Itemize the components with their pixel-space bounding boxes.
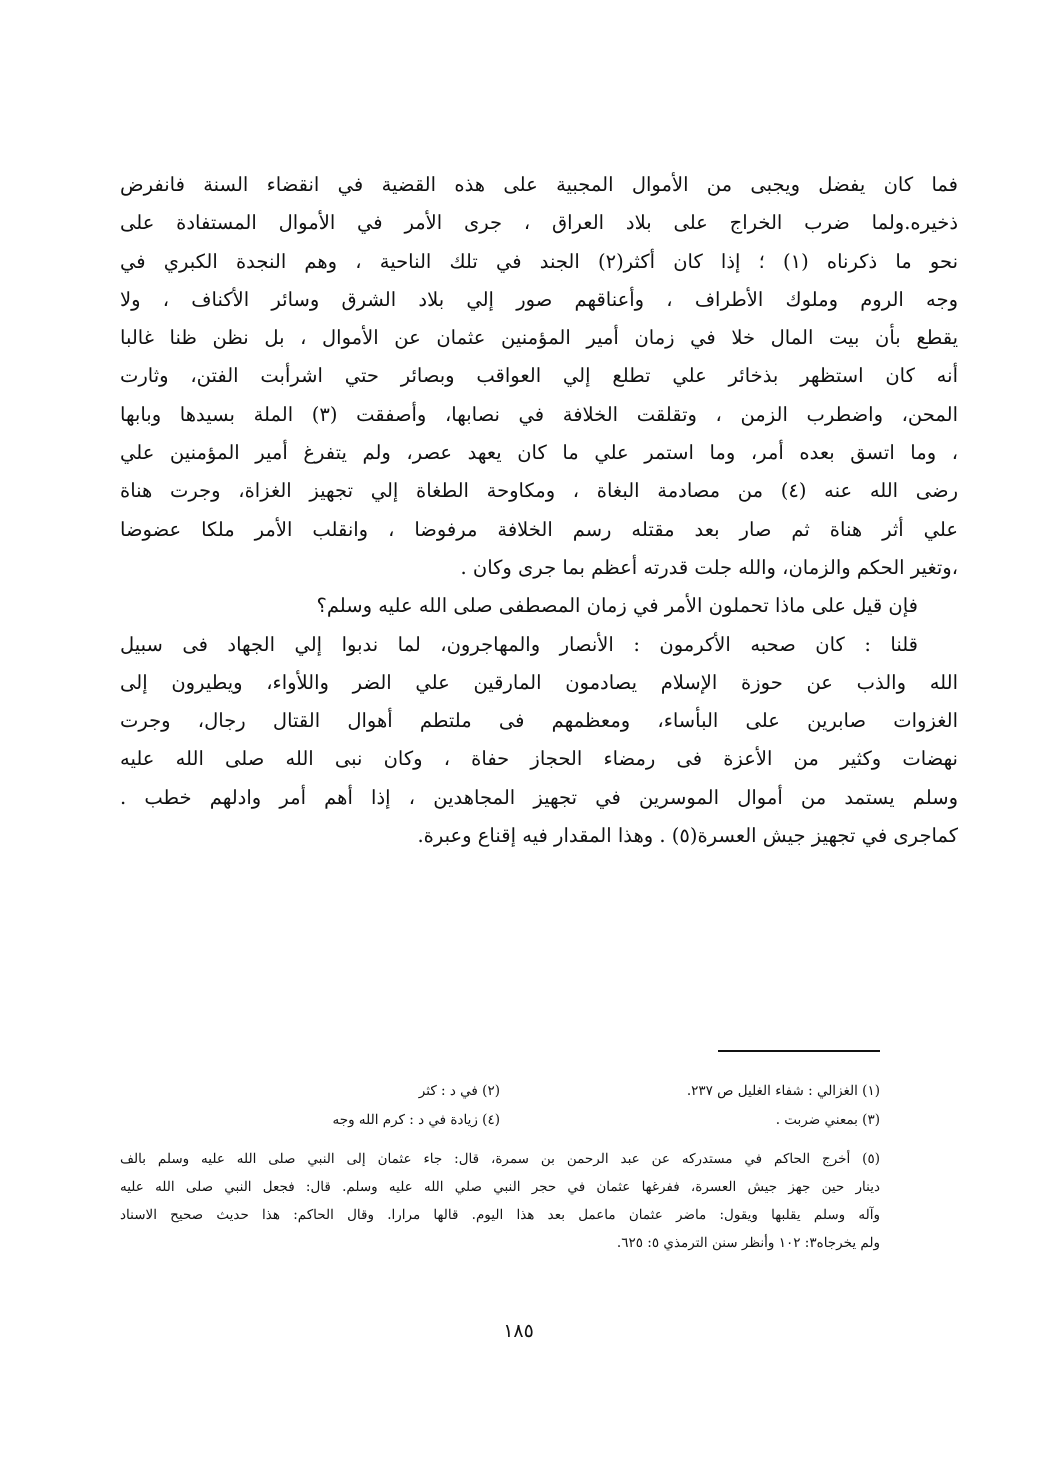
text-line: وجه الروم وملوك الأطراف ، وأعناقهم صور إلي بلاد الشرق وسائر الأكناف ، ولا <box>120 287 958 311</box>
text-line: فما كان يفضل ويجبى من الأموال المجبية على هذه القضية في انقضاء السنة فانفرض <box>120 173 958 196</box>
text-line: الغزوات صابرين على البأساء، ومعظمهم فى ملتطم أهوال القتال رجال، وجرت <box>120 709 958 733</box>
text-line: يقطع بأن بيت المال خلا في زمان أمير المؤمنين عثمان عن الأموال ، بل نظن ظنا غالبا <box>120 326 958 350</box>
text-line: ذخيره.ولما ضرب الخراج على بلاد العراق ، جرى الأمر في الأموال المستفادة على <box>120 211 958 235</box>
footnote-4: (٤) زيادة في د : كرم الله وجه <box>332 1112 500 1128</box>
text-line: ، وما اتسق بعده أمر، وما استمر علي ما كان يعهد عصر، ولم يتفرغ أمير المؤمنين علي <box>120 441 958 465</box>
footnote-2: (٢) في د : كثر <box>418 1083 500 1099</box>
text-line: نحو ما ذكرناه (١) ؛ إذا كان أكثر(٢) الجند في تلك الناحية ، وهم النجدة الكبري في <box>120 249 958 273</box>
footnote-line: ولم يخرجاه٣: ١٠٢ وأنظر سنن الترمذي ٥: ٦٢٥. <box>616 1235 880 1251</box>
text-line: فإن قيل على ماذا تحملون الأمر في زمان المصطفى صلى الله عليه وسلم؟ <box>316 594 918 618</box>
footnote-5 <box>120 1145 880 1257</box>
footnote-line: دينار حين جهز جيش العسرة، ففرغها عثمان في حجر النبي صلي الله عليه وسلم. قال: فجعل النبي صلى الله عليه <box>120 1179 880 1195</box>
text-line: قلنا : كان صحبه الأكرمون : الأنصار والمهاجرون، لما ندبوا إلي الجهاد فى سبيل <box>120 632 918 656</box>
text-line: نهضات وكثير من الأعزة فى رمضاء الحجاز حفاة ، وكان نبى الله صلى الله عليه <box>120 747 958 771</box>
text-line: علي أثر هناة ثم صار بعد مقتله رسم الخلافة مرفوضا ، وانقلب الأمر ملكا عضوضا <box>120 517 958 541</box>
footnote-line: وآله وسلم يقلبها ويقول: ماضر عثمان ماعمل بعد هذا اليوم. قالها مرارا. وقال الحاكم: هذا حديث صحيح الاسناد <box>120 1207 880 1223</box>
footnote-line: (٥) أخرج الحاكم في مستدركه عن عبد الرحمن بن سمرة، قال: جاء عثمان إلى النبي صلى الله عليه وسلم بالف <box>120 1151 880 1167</box>
text-line: وسلم يستمد من أموال الموسرين في تجهيز المجاهدين ، إذا أهم أمر وادلهم خطب . <box>120 785 958 809</box>
text-line: ،وتغير الحكم والزمان، والله جلت قدرته أعظم بما جرى وكان . <box>460 555 958 579</box>
footnote-separator <box>718 1050 880 1052</box>
text-line: رضى الله عنه (٤) من مصادمة البغاة ، ومكاوحة الطغاة إلي تجهيز الغزاة، وجرت هناة <box>120 479 958 503</box>
text-line: كماجرى في تجهيز جيش العسرة(٥) . وهذا المقدار فيه إقناع وعبرة. <box>417 824 958 848</box>
text-line: المحن، واضطرب الزمن ، وتقلقت الخلافة في نصابها، وأصفقت (٣) الملة بسيدها وبابها <box>120 402 958 426</box>
text-line: الله والذب عن حوزة الإسلام يصادمون المارقين علي الضر واللأواء، ويطيرون إلى <box>120 670 958 694</box>
footnote-3: (٣) بمعني ضربت . <box>775 1112 880 1128</box>
text-line: أنه كان استظهر بذخائر علي تطلع إلي العواقب وبصائر حتي اشرأبت الفتن، وثارت <box>120 364 958 388</box>
footnote-1: (١) الغزالي : شفاء الغليل ص ٢٣٧. <box>686 1083 880 1099</box>
main-text <box>120 166 958 855</box>
page-number: ١٨٥ <box>503 1320 534 1342</box>
